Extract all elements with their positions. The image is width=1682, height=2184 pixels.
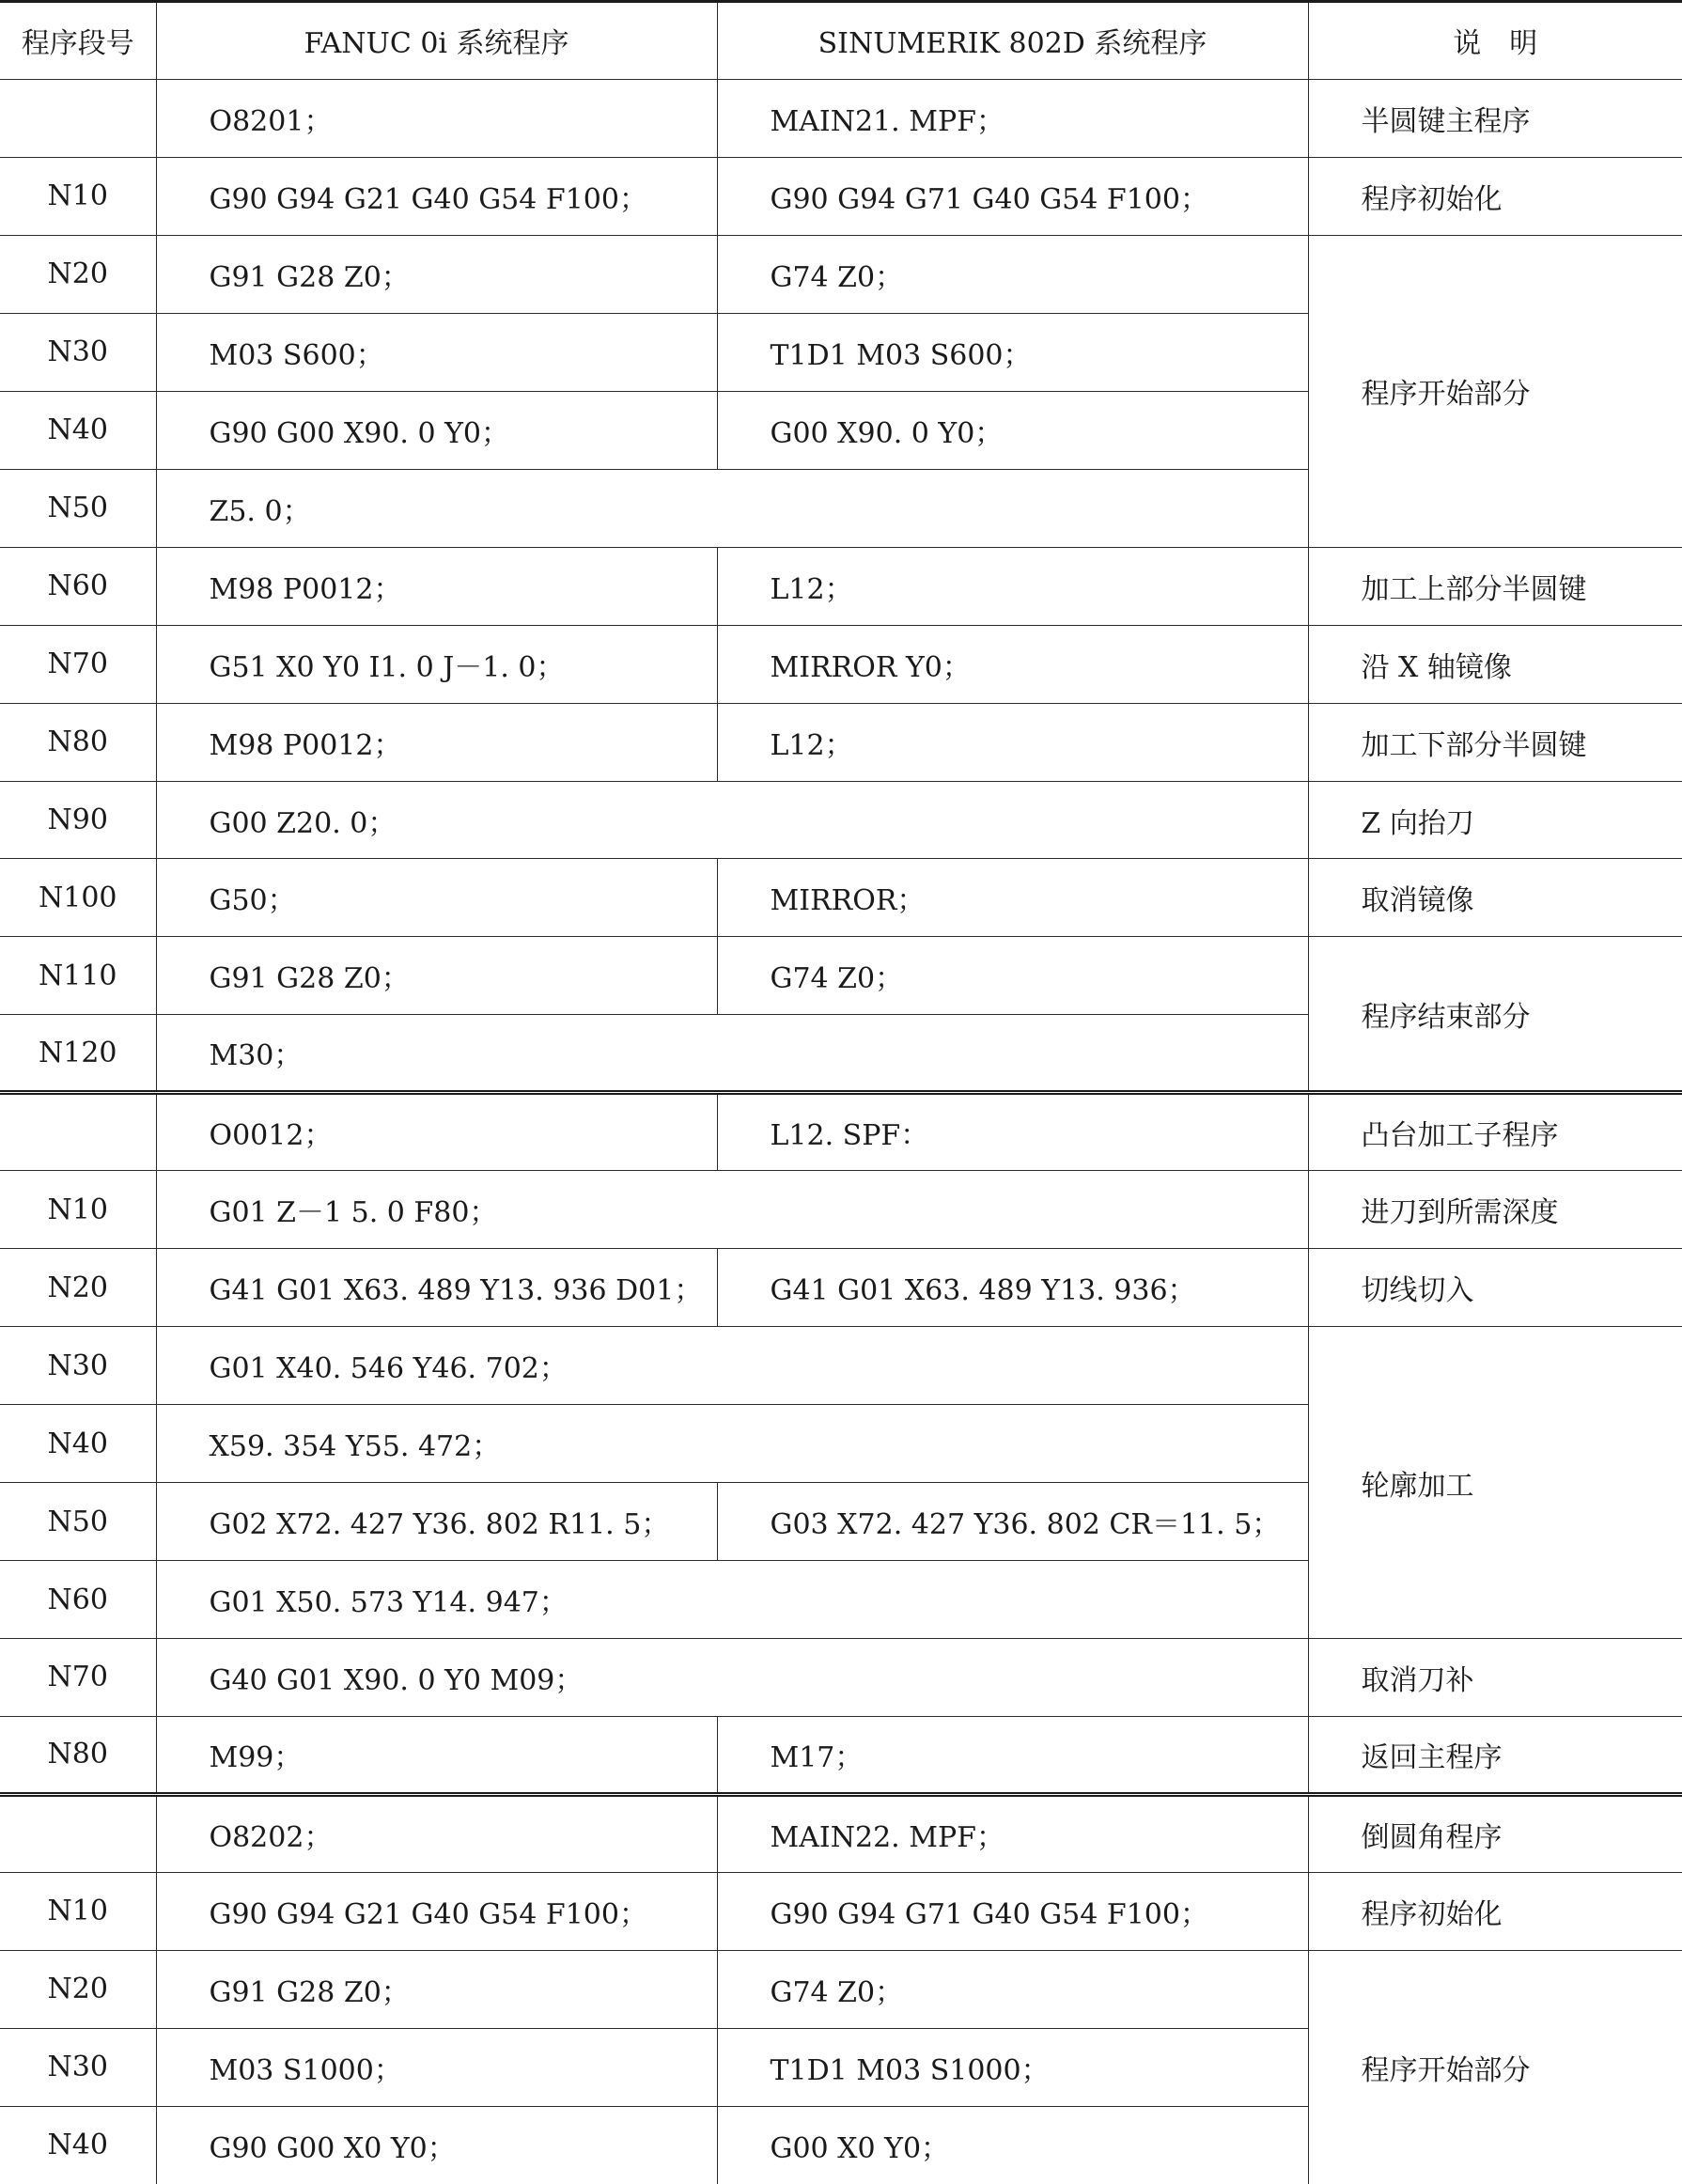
seq-cell: N10 bbox=[0, 1872, 156, 1950]
note-cell: 沿 X 轴镜像 bbox=[1308, 625, 1682, 703]
seq-cell: N70 bbox=[0, 1639, 156, 1717]
sinumerik-cell: MIRROR Y0； bbox=[717, 625, 1308, 703]
table-row bbox=[0, 1950, 1682, 2028]
fanuc-cell: G90 G94 G21 G40 G54 F100； bbox=[156, 157, 717, 235]
fanuc-cell: O8201； bbox=[156, 79, 717, 157]
seq-cell bbox=[0, 79, 156, 157]
table-row bbox=[0, 1093, 1682, 1171]
seq-cell: N80 bbox=[0, 703, 156, 781]
seq-cell: N120 bbox=[0, 1015, 156, 1093]
fanuc-cell: G41 G01 X63. 489 Y13. 936 D01； bbox=[156, 1249, 717, 1327]
note-cell: 返回主程序 bbox=[1308, 1716, 1682, 1794]
shared-code-cell: X59. 354 Y55. 472； bbox=[156, 1405, 1308, 1483]
table-row bbox=[0, 1872, 1682, 1950]
seq-cell: N40 bbox=[0, 1405, 156, 1483]
shared-code-cell: M30； bbox=[156, 1015, 1308, 1093]
sinumerik-cell: T1D1 M03 S600； bbox=[717, 313, 1308, 391]
table-row bbox=[0, 547, 1682, 625]
note-cell: 半圆键主程序 bbox=[1308, 79, 1682, 157]
seq-cell: N60 bbox=[0, 1561, 156, 1639]
sinumerik-cell: L12. SPF： bbox=[717, 1093, 1308, 1171]
table-row bbox=[0, 859, 1682, 937]
sinumerik-cell: MAIN22. MPF； bbox=[717, 1794, 1308, 1872]
fanuc-cell: G91 G28 Z0； bbox=[156, 1950, 717, 2028]
table-row bbox=[0, 625, 1682, 703]
note-cell: 程序结束部分 bbox=[1308, 937, 1682, 1093]
note-cell: 程序开始部分 bbox=[1308, 1950, 1682, 2184]
seq-cell: N50 bbox=[0, 469, 156, 547]
sinumerik-cell: G90 G94 G71 G40 G54 F100； bbox=[717, 1872, 1308, 1950]
sinumerik-cell: G00 X90. 0 Y0； bbox=[717, 391, 1308, 469]
shared-code-cell: G01 Z－1 5. 0 F80； bbox=[156, 1171, 1308, 1249]
header-note: 说 明 bbox=[1308, 2, 1682, 80]
sinumerik-cell: G41 G01 X63. 489 Y13. 936； bbox=[717, 1249, 1308, 1327]
sinumerik-cell: MIRROR； bbox=[717, 859, 1308, 937]
fanuc-cell: O0012； bbox=[156, 1093, 717, 1171]
table-row bbox=[0, 937, 1682, 1015]
shared-code-cell: G01 X50. 573 Y14. 947； bbox=[156, 1561, 1308, 1639]
shared-code-cell: G01 X40. 546 Y46. 702； bbox=[156, 1327, 1308, 1405]
fanuc-cell: G90 G00 X90. 0 Y0； bbox=[156, 391, 717, 469]
seq-cell bbox=[0, 1794, 156, 1872]
sinumerik-cell: M17； bbox=[717, 1716, 1308, 1794]
seq-cell: N30 bbox=[0, 1327, 156, 1405]
note-cell: 凸台加工子程序 bbox=[1308, 1093, 1682, 1171]
fanuc-cell: O8202； bbox=[156, 1794, 717, 1872]
shared-code-cell: G40 G01 X90. 0 Y0 M09； bbox=[156, 1639, 1308, 1717]
header-row bbox=[0, 2, 1682, 80]
sinumerik-cell: L12； bbox=[717, 547, 1308, 625]
fanuc-cell: G50； bbox=[156, 859, 717, 937]
sinumerik-cell: G74 Z0； bbox=[717, 1950, 1308, 2028]
table-row bbox=[0, 79, 1682, 157]
fanuc-cell: M03 S600； bbox=[156, 313, 717, 391]
fanuc-cell: M98 P0012； bbox=[156, 703, 717, 781]
seq-cell: N10 bbox=[0, 1171, 156, 1249]
table-row bbox=[0, 1171, 1682, 1249]
seq-cell: N110 bbox=[0, 937, 156, 1015]
note-cell: 取消镜像 bbox=[1308, 859, 1682, 937]
shared-code-cell: Z5. 0； bbox=[156, 469, 1308, 547]
table-row bbox=[0, 703, 1682, 781]
sinumerik-cell: G90 G94 G71 G40 G54 F100； bbox=[717, 157, 1308, 235]
seq-cell: N50 bbox=[0, 1483, 156, 1561]
shared-code-cell: G00 Z20. 0； bbox=[156, 781, 1308, 859]
fanuc-cell: M99； bbox=[156, 1716, 717, 1794]
note-cell: 切线切入 bbox=[1308, 1249, 1682, 1327]
table-row bbox=[0, 1794, 1682, 1872]
table-row bbox=[0, 781, 1682, 859]
note-cell: 程序初始化 bbox=[1308, 1872, 1682, 1950]
seq-cell: N90 bbox=[0, 781, 156, 859]
seq-cell: N100 bbox=[0, 859, 156, 937]
note-cell: Z 向抬刀 bbox=[1308, 781, 1682, 859]
fanuc-cell: M98 P0012； bbox=[156, 547, 717, 625]
fanuc-cell: G02 X72. 427 Y36. 802 R11. 5； bbox=[156, 1483, 717, 1561]
seq-cell: N20 bbox=[0, 1249, 156, 1327]
seq-cell bbox=[0, 1093, 156, 1171]
sinumerik-cell: L12； bbox=[717, 703, 1308, 781]
seq-cell: N40 bbox=[47, 2129, 108, 2162]
header-fanuc: FANUC 0i 系统程序 bbox=[156, 2, 717, 80]
fanuc-cell: G90 G00 X0 Y0； bbox=[156, 2106, 717, 2184]
sinumerik-cell: G03 X72. 427 Y36. 802 CR＝11. 5； bbox=[717, 1483, 1308, 1561]
sinumerik-cell: G74 Z0； bbox=[717, 937, 1308, 1015]
note-cell: 程序开始部分 bbox=[1308, 235, 1682, 547]
table-row bbox=[0, 157, 1682, 235]
seq-cell: N20 bbox=[0, 1950, 156, 2028]
sinumerik-cell: MAIN21. MPF； bbox=[717, 79, 1308, 157]
table-row bbox=[0, 235, 1682, 313]
fanuc-cell: G91 G28 Z0； bbox=[156, 235, 717, 313]
sinumerik-cell: G74 Z0； bbox=[717, 235, 1308, 313]
fanuc-cell: G51 X0 Y0 I1. 0 J－1. 0； bbox=[156, 625, 717, 703]
seq-cell: N30 bbox=[0, 2028, 156, 2106]
seq-cell: N40 bbox=[0, 391, 156, 469]
note-cell: 进刀到所需深度 bbox=[1308, 1171, 1682, 1249]
note-cell: 倒圆角程序 bbox=[1308, 1794, 1682, 1872]
header-sinumerik: SINUMERIK 802D 系统程序 bbox=[717, 2, 1308, 80]
note-cell: 加工下部分半圆键 bbox=[1308, 703, 1682, 781]
table-row bbox=[0, 1639, 1682, 1717]
note-cell: 轮廓加工 bbox=[1308, 1327, 1682, 1639]
table-row bbox=[0, 1327, 1682, 1405]
sinumerik-cell: G00 X0 Y0； bbox=[717, 2106, 1308, 2184]
header-seq: 程序段号 bbox=[0, 2, 156, 80]
note-cell: 取消刀补 bbox=[1308, 1639, 1682, 1717]
seq-cell: N30 bbox=[0, 313, 156, 391]
fanuc-cell: M03 S1000； bbox=[156, 2028, 717, 2106]
note-cell: 加工上部分半圆键 bbox=[1308, 547, 1682, 625]
fanuc-cell: G90 G94 G21 G40 G54 F100； bbox=[156, 1872, 717, 1950]
table-row bbox=[0, 1716, 1682, 1794]
seq-cell: N10 bbox=[0, 157, 156, 235]
seq-cell: N60 bbox=[0, 547, 156, 625]
note-cell: 程序初始化 bbox=[1308, 157, 1682, 235]
sinumerik-cell: T1D1 M03 S1000； bbox=[717, 2028, 1308, 2106]
seq-cell: N70 bbox=[0, 625, 156, 703]
table-row bbox=[0, 1249, 1682, 1327]
fanuc-cell: G91 G28 Z0； bbox=[156, 937, 717, 1015]
seq-cell: N80 bbox=[0, 1716, 156, 1794]
seq-cell: N20 bbox=[0, 235, 156, 313]
